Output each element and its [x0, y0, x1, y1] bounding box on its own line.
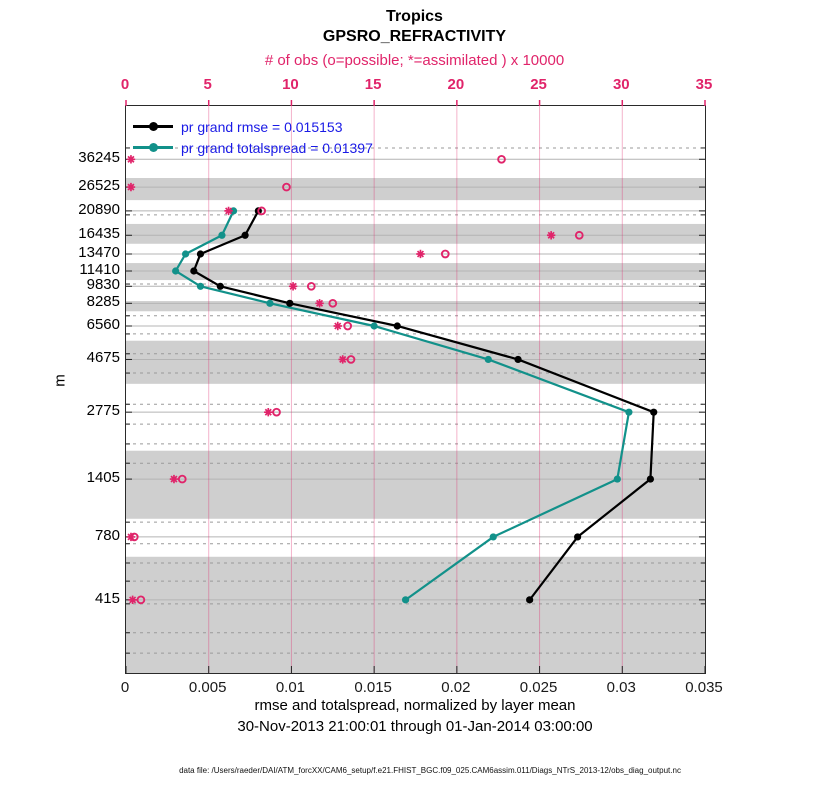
plot-area — [125, 105, 706, 674]
obs-assimilated-marker — [334, 322, 342, 330]
totalspread-line-point — [266, 300, 273, 307]
legend — [133, 116, 373, 158]
legend-line-sample-totalspread — [133, 146, 173, 149]
totalspread-line-point — [182, 250, 189, 257]
layer-band — [126, 301, 705, 311]
totalspread-line-point — [485, 356, 492, 363]
x-axis-tick-label: 0 — [120, 679, 130, 696]
obs-assimilated-marker — [289, 282, 297, 290]
rmse-line-point — [650, 409, 657, 416]
height-tick-label: 1405 — [86, 469, 120, 487]
obs-assimilated-marker — [339, 355, 347, 363]
totalspread-line-point — [490, 533, 497, 540]
layer-band — [126, 263, 705, 280]
x-axis-tick-label: 0.02 — [441, 679, 471, 696]
totalspread-line-point — [172, 267, 179, 274]
rmse-line-point — [217, 283, 224, 290]
height-tick-label: 780 — [94, 526, 120, 544]
obs-axis-tick-label: 0 — [120, 76, 130, 93]
x-axis-tick-label: 0.035 — [685, 679, 723, 696]
obs-assimilated-marker — [416, 250, 424, 258]
layer-band — [126, 557, 705, 673]
rmse-line-point — [394, 322, 401, 329]
rmse-line-point — [574, 533, 581, 540]
data-file-path: data file: /Users/raeder/DAI/ATM_forcXX/CAM6_setup/f.e21.FHIST_BGC.f09_025.CAM6assim.011/Diags_NTrS_2013-12/obs_diag_output.nc — [179, 766, 681, 775]
height-tick-label: 415 — [94, 589, 120, 607]
x-axis-tick-label: 0.03 — [606, 679, 636, 696]
chart-canvas — [126, 106, 705, 673]
height-tick-label: 4675 — [86, 349, 120, 367]
totalspread-line-point — [625, 409, 632, 416]
rmse-line-point — [197, 250, 204, 257]
x-axis-tick-label: 0.025 — [519, 679, 558, 696]
totalspread-line-point — [218, 232, 225, 239]
height-tick-label: 9830 — [86, 276, 120, 294]
height-tick-label: 26525 — [78, 177, 120, 195]
obs-axis-label: # of obs (o=possible; *=assimilated ) x 10000 — [264, 52, 565, 69]
legend-marker-rmse — [149, 122, 158, 131]
height-tick-label: 16435 — [78, 225, 120, 243]
obs-assimilated-marker — [264, 408, 272, 416]
chart-title-region: Tropics — [386, 8, 443, 25]
obs-axis-tick-label: 20 — [447, 76, 465, 93]
obs-axis-tick-label: 30 — [612, 76, 630, 93]
rmse-line-point — [647, 475, 654, 482]
totalspread-line-point — [402, 596, 409, 603]
x-axis-tick-label: 0.01 — [275, 679, 306, 696]
obs-axis-tick-label: 5 — [203, 76, 212, 93]
legend-entry-rmse — [133, 116, 373, 137]
layer-band — [126, 341, 705, 384]
totalspread-line-point — [197, 283, 204, 290]
x-axis-label: rmse and totalspread, normalized by layer mean — [254, 697, 576, 714]
rmse-line-point — [286, 300, 293, 307]
legend-label-rmse: pr grand rmse = 0.015153 — [181, 118, 343, 135]
height-tick-label: 11410 — [79, 260, 120, 278]
layer-band — [126, 451, 705, 519]
totalspread-line-point — [614, 475, 621, 482]
legend-entry-totalspread — [133, 137, 373, 158]
height-tick-label: 2775 — [86, 402, 120, 420]
rmse-line-point — [242, 232, 249, 239]
chart-title-variable: GPSRO_REFRACTIVITY — [322, 28, 507, 45]
obs-axis-tick-label: 15 — [364, 76, 382, 93]
x-axis-tick-label: 0.005 — [188, 679, 227, 696]
height-tick-label: 36245 — [78, 149, 120, 167]
obs-axis-tick-label: 35 — [695, 76, 713, 93]
rmse-line-point — [514, 356, 521, 363]
obs-axis-tick-label: 25 — [530, 76, 547, 93]
height-tick-label: 20890 — [78, 200, 120, 218]
rmse-line-point — [190, 267, 197, 274]
legend-line-sample-rmse — [133, 125, 173, 128]
height-tick-label: 8285 — [86, 293, 120, 311]
y-axis-label: m — [51, 374, 69, 387]
date-range-label: 30-Nov-2013 21:00:01 through 01-Jan-2014 03:00:00 — [237, 718, 593, 735]
x-axis-tick-label: 0.015 — [354, 679, 392, 696]
obs-axis-tick-label: 10 — [282, 76, 299, 93]
layer-band — [126, 178, 705, 200]
obs-assimilated-marker — [315, 299, 323, 307]
rmse-line-point — [526, 596, 533, 603]
legend-label-totalspread: pr grand totalspread = 0.01397 — [181, 139, 373, 156]
height-tick-label: 6560 — [86, 315, 120, 333]
height-tick-label: 13470 — [78, 243, 120, 261]
totalspread-line-point — [371, 322, 378, 329]
legend-marker-totalspread — [149, 143, 158, 152]
